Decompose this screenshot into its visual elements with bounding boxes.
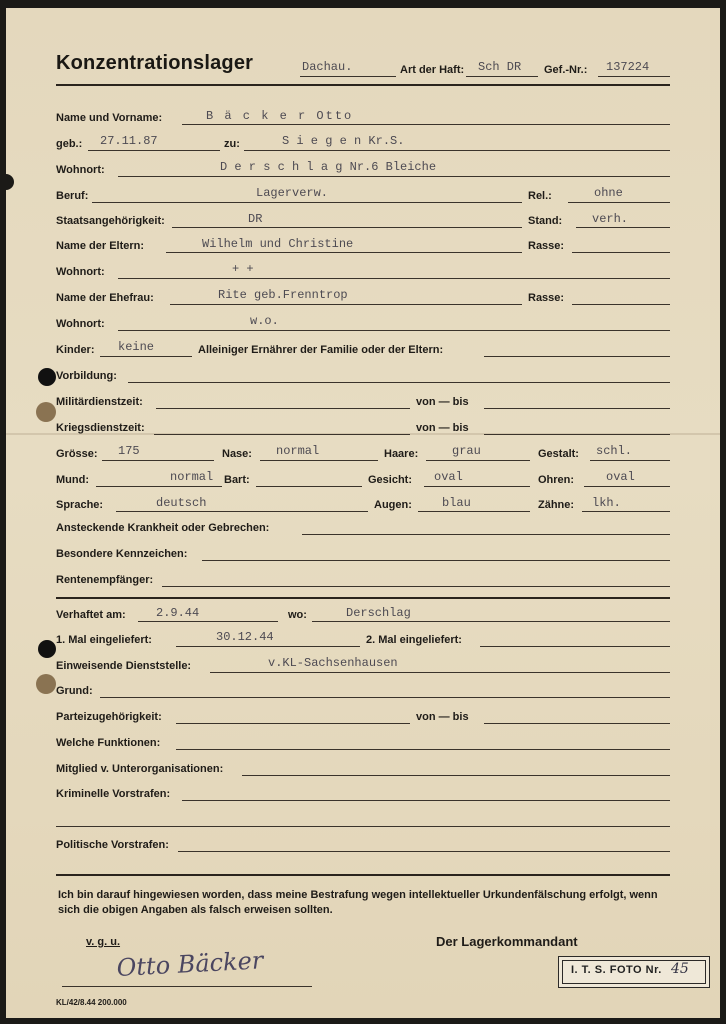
kennzeichen-label: Besondere Kennzeichen:	[56, 548, 188, 560]
krieg-label: Kriegsdienstzeit:	[56, 422, 145, 434]
wohnort2-line	[118, 278, 670, 279]
kommandant-label: Der Lagerkommandant	[436, 934, 578, 949]
rasse1-label: Rasse:	[528, 240, 565, 252]
krieg-vonbis-line	[484, 434, 670, 435]
vorbildung-line	[128, 382, 670, 383]
kennzeichen-line	[202, 560, 670, 561]
rasse2-label: Rasse:	[528, 292, 565, 304]
militaer-label: Militärdienstzeit:	[56, 396, 143, 408]
stand-line	[576, 227, 670, 228]
punch-hole-4	[36, 674, 56, 694]
eltern-value: Wilhelm und Christine	[202, 237, 354, 251]
augen-value: blau	[442, 496, 471, 510]
bart-line	[256, 486, 362, 487]
kriminell-line	[182, 800, 670, 801]
stamp-text: I. T. S. FOTO Nr.	[571, 964, 662, 976]
ehefrau-label: Name der Ehefrau:	[56, 292, 154, 304]
mund-label: Mund:	[56, 474, 89, 486]
ohren-line	[584, 486, 670, 487]
form-title: Konzentrationslager	[56, 52, 254, 74]
partei-label: Parteizugehörigkeit:	[56, 711, 162, 723]
punch-hole-2	[36, 402, 56, 422]
kinder-label: Kinder:	[56, 344, 95, 356]
haare-line	[426, 460, 530, 461]
haft-value: Sch DR	[478, 60, 522, 74]
verhaftet-value: 2.9.44	[156, 606, 200, 620]
vorbildung-label: Vorbildung:	[56, 370, 117, 382]
geb-label: geb.:	[56, 138, 83, 150]
signature-line	[62, 986, 312, 987]
wo-value: Derschlag	[346, 606, 411, 620]
rasse2-line	[572, 304, 670, 305]
nase-value: normal	[276, 444, 320, 458]
mal1-label: 1. Mal eingeliefert:	[56, 634, 152, 646]
grund-line	[100, 697, 670, 698]
dienststelle-label: Einweisende Dienststelle:	[56, 660, 192, 672]
kriminell-line-2	[56, 826, 670, 827]
document-page	[6, 8, 720, 1018]
mal2-line	[480, 646, 670, 647]
nase-label: Nase:	[222, 448, 252, 460]
haft-line	[466, 76, 538, 77]
edge-tear	[6, 174, 14, 190]
gestalt-line	[590, 460, 670, 461]
ernaehrer-label: Alleiniger Ernährer der Familie oder der Eltern:	[198, 344, 444, 356]
militaer-vonbis-label: von — bis	[416, 396, 469, 408]
gesicht-label: Gesicht:	[368, 474, 413, 486]
punch-hole-1	[38, 368, 56, 386]
name-label: Name und Vorname:	[56, 112, 163, 124]
eltern-label: Name der Eltern:	[56, 240, 145, 252]
eltern-line	[166, 252, 522, 253]
camp-value: Dachau.	[302, 60, 353, 74]
militaer-line	[156, 408, 410, 409]
zaehne-line	[582, 511, 670, 512]
groesse-line	[102, 460, 214, 461]
dienststelle-value: v.KL-Sachsenhausen	[268, 656, 398, 670]
stand-value: verh.	[592, 212, 629, 226]
name-value: B ä c k e r Otto	[206, 109, 354, 123]
funktionen-label: Welche Funktionen:	[56, 737, 161, 749]
wohnort3-line	[118, 330, 670, 331]
kinder-line	[100, 356, 192, 357]
wohnort1-label: Wohnort:	[56, 164, 105, 176]
politisch-line	[178, 851, 670, 852]
sprache-value: deutsch	[156, 496, 207, 510]
partei-line	[176, 723, 410, 724]
zaehne-label: Zähne:	[538, 499, 575, 511]
haare-label: Haare:	[384, 448, 419, 460]
groesse-value: 175	[118, 444, 140, 458]
geb-value: 27.11.87	[100, 134, 158, 148]
mal2-label: 2. Mal eingeliefert:	[366, 634, 462, 646]
krankheit-line	[302, 534, 670, 535]
gesicht-line	[424, 486, 530, 487]
wohnort2-label: Wohnort:	[56, 266, 105, 278]
mal1-line	[176, 646, 360, 647]
section-rule	[56, 597, 670, 599]
rasse1-line	[572, 252, 670, 253]
partei-vonbis-label: von — bis	[416, 711, 469, 723]
beruf-line	[92, 202, 522, 203]
wohnort3-value: w.o.	[250, 314, 279, 328]
grund-label: Grund:	[56, 685, 93, 697]
gefnr-value: 137224	[606, 60, 650, 74]
ehefrau-value: Rite geb.Frenntrop	[218, 288, 348, 302]
kriminell-label: Kriminelle Vorstrafen:	[56, 788, 171, 800]
stamp-number: 45	[671, 961, 689, 977]
punch-hole-3	[38, 640, 56, 658]
mitglied-label: Mitglied v. Unterorganisationen:	[56, 763, 224, 775]
declaration-rule	[56, 874, 670, 876]
krieg-line	[154, 434, 410, 435]
ernaehrer-line	[484, 356, 670, 357]
gestalt-label: Gestalt:	[538, 448, 579, 460]
groesse-label: Grösse:	[56, 448, 98, 460]
wohnort1-line	[118, 176, 670, 177]
bart-label: Bart:	[224, 474, 250, 486]
ohren-label: Ohren:	[538, 474, 575, 486]
partei-vonbis-line	[484, 723, 670, 724]
verhaftet-label: Verhaftet am:	[56, 609, 126, 621]
krieg-vonbis-label: von — bis	[416, 422, 469, 434]
gestalt-value: schl.	[596, 444, 633, 458]
gesicht-value: oval	[434, 470, 463, 484]
declaration-text: Ich bin darauf hingewiesen worden, dass meine Bestrafung wegen intellektueller Urkundenfälschung erfolgt, wenn sich die obigen Angaben als falsch erweisen sollten.	[58, 889, 658, 916]
haare-value: grau	[452, 444, 481, 458]
ehefrau-line	[170, 304, 522, 305]
wohnort3-label: Wohnort:	[56, 318, 105, 330]
mund-line	[96, 486, 222, 487]
augen-line	[418, 511, 530, 512]
verhaftet-line	[138, 621, 278, 622]
signature: Otto Bäcker	[116, 946, 264, 982]
rente-label: Rentenempfänger:	[56, 574, 154, 586]
wohnort1-value: D e r s c h l a g Nr.6 Bleiche	[220, 160, 437, 174]
beruf-label: Beruf:	[56, 190, 89, 202]
staat-value: DR	[248, 212, 263, 226]
ohren-value: oval	[606, 470, 635, 484]
rel-line	[568, 202, 670, 203]
mitglied-line	[242, 775, 670, 776]
rel-label: Rel.:	[528, 190, 552, 202]
staat-label: Staatsangehörigkeit:	[56, 215, 165, 227]
augen-label: Augen:	[374, 499, 412, 511]
sprache-line	[116, 511, 368, 512]
haft-label: Art der Haft:	[400, 64, 465, 76]
dienststelle-line	[210, 672, 670, 673]
vgu-label: v. g. u.	[86, 936, 121, 948]
wo-line	[312, 621, 670, 622]
militaer-vonbis-line	[484, 408, 670, 409]
its-foto-stamp	[558, 956, 710, 988]
beruf-value: Lagerverw.	[256, 186, 329, 200]
funktionen-line	[176, 749, 670, 750]
mund-value: normal	[170, 470, 214, 484]
rente-line	[162, 586, 670, 587]
zaehne-value: lkh.	[592, 496, 621, 510]
wo-label: wo:	[288, 609, 307, 621]
name-line	[182, 124, 670, 125]
form-code: KL/42/8.44 200.000	[56, 998, 127, 1007]
sprache-label: Sprache:	[56, 499, 104, 511]
zu-label: zu:	[224, 138, 240, 150]
politisch-label: Politische Vorstrafen:	[56, 839, 169, 851]
gefnr-line	[598, 76, 670, 77]
gefnr-label: Gef.-Nr.:	[544, 64, 588, 76]
wohnort2-value: + +	[232, 262, 254, 276]
zu-line	[244, 150, 670, 151]
kinder-value: keine	[118, 340, 155, 354]
staat-line	[172, 227, 522, 228]
rel-value: ohne	[594, 186, 623, 200]
krankheit-label: Ansteckende Krankheit oder Gebrechen:	[56, 522, 270, 534]
header-rule	[56, 84, 670, 86]
nase-line	[260, 460, 378, 461]
mal1-value: 30.12.44	[216, 630, 274, 644]
zu-value: S i e g e n Kr.S.	[282, 134, 405, 148]
camp-line	[300, 76, 396, 77]
geb-line	[88, 150, 220, 151]
stand-label: Stand:	[528, 215, 563, 227]
